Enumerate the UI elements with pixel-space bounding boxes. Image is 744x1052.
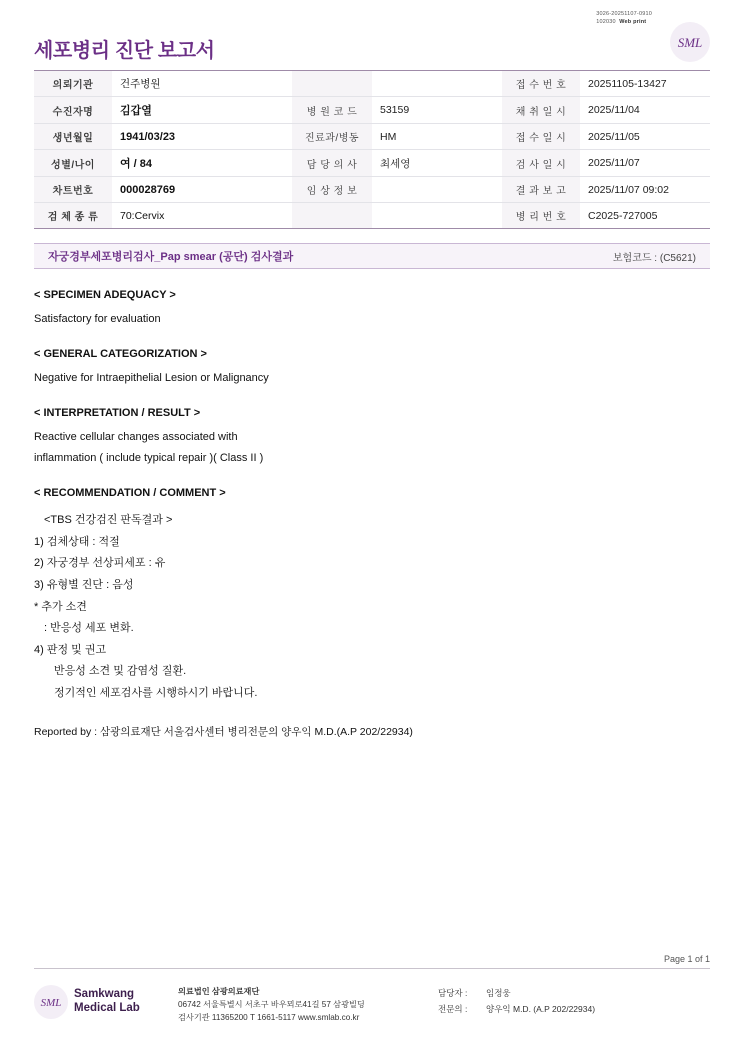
section-text-interpretation-1: Reactive cellular changes associated with [34, 431, 238, 444]
info-label-birthdate: 생년월일 [34, 124, 112, 150]
section-heading-recommendation: < RECOMMENDATION / COMMENT > [34, 487, 226, 500]
footer-logo [34, 985, 162, 1019]
info-value-receipt-date: 2025/11/05 [580, 124, 710, 150]
info-value-pathology-no: C2025-727005 [580, 203, 710, 229]
footer-divider [34, 968, 710, 969]
info-value-department: HM [372, 124, 502, 150]
info-label-receipt-no: 접 수 번 호 [502, 71, 580, 97]
info-label-institution: 의뢰기관 [34, 71, 112, 97]
info-value-patient-name: 김갑열 [112, 97, 292, 124]
info-label-chart-no: 차트번호 [34, 177, 112, 203]
list-item: 정기적인 세포검사를 시행하시기 바랍니다. [54, 686, 258, 699]
table-row [34, 150, 710, 177]
info-label-department: 진료과/병동 [292, 124, 372, 150]
info-value-chart-no: 000028769 [112, 177, 292, 203]
patient-info-table [34, 70, 710, 229]
list-item: * 추가 소견 [34, 600, 87, 613]
section-heading-specimen-adequacy: < SPECIMEN ADEQUACY > [34, 289, 176, 301]
table-row [34, 97, 710, 124]
footer-org-name: 의료법인 삼광의료재단 [178, 986, 260, 996]
list-item: 반응성 소견 및 감염성 질환. [54, 665, 187, 678]
footer-staff-key-2: 전문의 : [438, 1003, 468, 1014]
footer-address: 06742 서울특별시 서초구 바우뫼로41길 57 삼광빌딩 [178, 999, 365, 1009]
section-text-general-categorization: Negative for Intraepithelial Lesion or Malignancy [34, 372, 269, 385]
info-label-test-date: 검 사 일 시 [502, 150, 580, 177]
header-meta-line1: 3026-20251107-0910 [596, 11, 652, 17]
info-label-patient-name: 수진자명 [34, 97, 112, 124]
info-label-doctor: 담 당 의 사 [292, 150, 372, 177]
result-body [34, 287, 710, 740]
table-row [34, 177, 710, 203]
footer-staff-key-1: 담당자 : [438, 987, 468, 998]
info-label-sex-age: 성별/나이 [34, 150, 112, 177]
info-label-clinical-info: 임 상 정 보 [292, 177, 372, 203]
report-header [34, 0, 710, 62]
table-row [34, 203, 710, 229]
section-text-interpretation-2: inflammation ( include typical repair )( Class II ) [34, 452, 264, 465]
web-print-label: Web print [619, 19, 647, 26]
footer-staff-value-1: 임정웅 [486, 987, 511, 998]
footer-address-block [178, 985, 428, 1024]
info-value-sex-age: 여 / 84 [112, 150, 292, 177]
sml-logo-icon-footer [34, 985, 68, 1019]
list-item: 3) 유형별 진단 : 음성 [34, 579, 134, 592]
info-value-test-date: 2025/11/07 [580, 150, 710, 177]
info-label-pathology-no: 병 리 번 호 [502, 203, 580, 229]
info-value-birthdate: 1941/03/23 [112, 124, 292, 150]
footer-brand-line2: Medical Lab [74, 1001, 140, 1014]
table-row [34, 71, 710, 97]
info-value-empty-1 [372, 71, 502, 97]
recommendation-list [34, 512, 710, 701]
info-label-empty-2 [292, 203, 372, 229]
insurance-code: 보험코드 : (C5621) [612, 252, 696, 264]
info-value-empty-2 [372, 203, 502, 229]
svg-text:SML: SML [40, 996, 62, 1009]
footer-staff-value-2: 양우익 M.D. (A.P 202/22934) [486, 1003, 596, 1014]
info-value-doctor: 최세영 [372, 150, 502, 177]
test-name: 자궁경부세포병리검사_Pap smear (공단) 검사결과 [48, 251, 294, 263]
page-title: 세포병리 진단 보고서 [34, 40, 215, 62]
info-label-collection-date: 채 취 일 시 [502, 97, 580, 124]
svg-text:SML: SML [677, 35, 703, 50]
list-item: 2) 자궁경부 선상피세포 : 유 [34, 557, 166, 570]
info-label-empty-1 [292, 71, 372, 97]
reported-by: Reported by : 삼광의료재단 서울검사센터 병리전문의 양우익 M.D.(A.P 202/22934) [34, 725, 413, 738]
info-label-receipt-date: 접 수 일 시 [502, 124, 580, 150]
info-value-collection-date: 2025/11/04 [580, 97, 710, 124]
footer-contact: 검사기관 11365200 T 1661-5117 www.smlab.co.kr [178, 1012, 360, 1022]
footer-staff-row-2 [438, 1001, 595, 1017]
list-item: : 반응성 세포 변화. [44, 622, 134, 635]
info-value-hospital-code: 53159 [372, 97, 502, 124]
header-meta-line2: 102030 Web print [596, 19, 647, 26]
footer-staff-row-1 [438, 985, 595, 1001]
list-item: 4) 판정 및 권고 [34, 643, 107, 656]
info-value-receipt-no: 20251105-13427 [580, 71, 710, 97]
sml-logo-icon [670, 22, 710, 62]
info-value-clinical-info [372, 177, 502, 203]
test-result-band [34, 243, 710, 269]
section-heading-interpretation: < INTERPRETATION / RESULT > [34, 407, 201, 420]
report-footer [34, 954, 710, 1024]
info-label-hospital-code: 병 원 코 드 [292, 97, 372, 124]
footer-brand-line1: Samkwang [74, 988, 135, 1001]
info-label-specimen-type: 검 체 종 류 [34, 203, 112, 229]
info-label-report-datetime: 결 과 보 고 [502, 177, 580, 203]
section-heading-general-categorization: < GENERAL CATEGORIZATION > [34, 348, 207, 361]
list-item: <TBS 건강검진 판독결과 > [44, 514, 173, 527]
info-value-institution: 건주병원 [112, 71, 292, 97]
section-text-specimen-adequacy: Satisfactory for evaluation [34, 313, 161, 326]
info-value-specimen-type: 70:Cervix [112, 203, 292, 229]
header-meta [596, 10, 652, 27]
table-row [34, 124, 710, 150]
list-item: 1) 검체상태 : 적절 [34, 535, 120, 548]
footer-staff-block [438, 985, 595, 1017]
info-value-report-datetime: 2025/11/07 09:02 [580, 177, 710, 203]
page-number: Page 1 of 1 [663, 953, 710, 964]
